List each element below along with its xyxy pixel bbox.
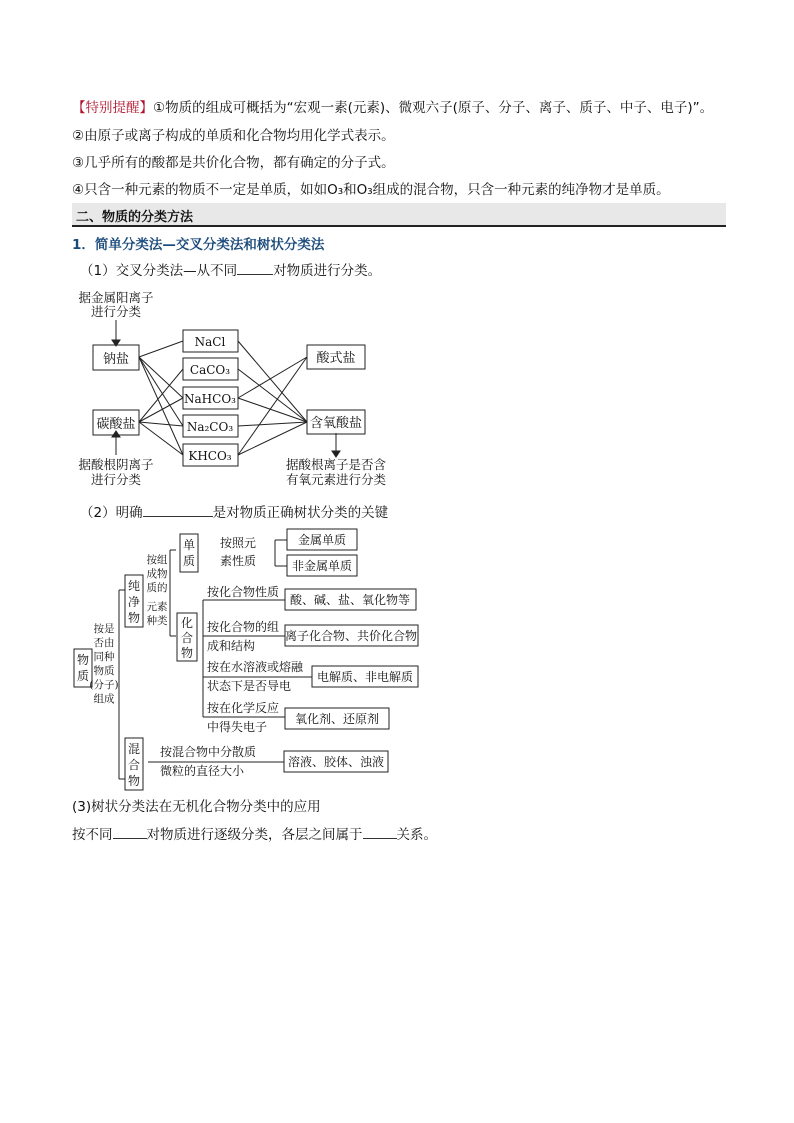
cross-box-caco3: CaCO₃	[189, 363, 231, 377]
tree-comp-note-4a: 按在化学反应	[207, 701, 280, 715]
cross-box-carbonate: 碳酸盐	[96, 417, 136, 432]
cross-box-nacl: NaCl	[194, 335, 226, 349]
tree-pure-note-0: 按组	[146, 554, 168, 566]
section-title: 二、物质的分类方法	[76, 210, 194, 225]
tree-elemental-char-1: 单	[182, 538, 196, 552]
tree-mix-note-a: 按混合物中分散质	[160, 745, 257, 759]
tree-comp-note-2b: 成和结构	[207, 639, 256, 653]
tree-compound-char-2: 合	[180, 631, 194, 645]
cross-top-note-1: 据金属阳离子	[78, 290, 154, 305]
cross-bottom-left-2: 进行分类	[90, 472, 142, 487]
tip-text-1: ①物质的组成可概括为“宏观一素(元素)、微观六子(原子、分子、离子、质子、中子、电子)”。	[153, 100, 714, 116]
tree-title-a: （2）明确	[80, 505, 143, 521]
tree-comp-leaf-3: 电解质、非电解质	[316, 670, 414, 684]
cross-box-acid-salt: 酸式盐	[316, 351, 356, 366]
tree-mix-char-3: 物	[127, 774, 141, 788]
tree-mix-char-1: 混	[127, 742, 141, 756]
tree-comp-leaf-2: 离子化合物、共价化合物	[284, 629, 418, 643]
tree-pure-note-4: 种类	[146, 615, 168, 627]
tree-comp-leaf-4: 氧化剂、还原剂	[294, 712, 380, 726]
tree-root-char-1: 物	[76, 653, 90, 667]
cross-box-nahco3: NaHCO₃	[184, 392, 236, 406]
tree-elemental-char-2: 质	[182, 554, 196, 568]
tree-compound-char-3: 物	[180, 646, 194, 660]
cross-bottom-right-2: 有氧元素进行分类	[285, 472, 387, 487]
tree-root-char-2: 质	[76, 669, 90, 683]
tree-elem-note-1: 按照元	[219, 536, 257, 550]
tip-line-2: ②由原子或离子构成的单质和化合物均用化学式表示。	[72, 128, 395, 144]
tree-root-note-5: 组成	[93, 693, 115, 705]
cross-bottom-left-1: 据酸根阴离子	[78, 457, 154, 472]
tree-pure-char-2: 净	[127, 595, 141, 609]
tree-pure-note-2: 质的	[146, 582, 168, 594]
tree-compound-char-1: 化	[180, 616, 194, 630]
tree-mix-leaf: 溶液、胶体、浊液	[287, 755, 385, 769]
tree-comp-note-3a: 按在水溶液或熔融	[207, 660, 304, 674]
tree-pure-note-1: 成物	[146, 568, 168, 580]
tree-elem-note-2: 素性质	[219, 554, 257, 568]
tree-comp-note-3b: 状态下是否导电	[207, 679, 292, 693]
tree-root-note-0: 按是	[93, 623, 115, 635]
app-text-b: 对物质进行逐级分类，各层之间属于	[146, 827, 363, 843]
cross-box-na2co3: Na₂CO₃	[186, 420, 234, 434]
tree-pure-note-3: 元素	[146, 601, 168, 613]
tree-mix-char-2: 合	[127, 758, 141, 772]
cross-bottom-right-1: 据酸根离子是否含	[285, 457, 387, 472]
tree-comp-leaf-1: 酸、碱、盐、氧化物等	[289, 593, 411, 607]
tree-comp-note-1: 按化合物性质	[207, 585, 280, 599]
tree-comp-note-2a: 按化合物的组	[207, 620, 280, 634]
subsection-title: 1．简单分类法—交叉分类法和树状分类法	[72, 237, 325, 253]
cross-title-a: （1）交叉分类法—从不同	[80, 263, 238, 279]
cross-box-sodium-salt: 钠盐	[102, 352, 130, 367]
cross-box-oxyacid-salt: 含氧酸盐	[309, 416, 363, 431]
tree-root-note-3: 物质	[93, 665, 115, 677]
tip-label: 【特别提醒】	[72, 100, 153, 116]
cross-top-note-2: 进行分类	[90, 304, 142, 319]
tree-root-note-1: 否由	[93, 637, 115, 649]
tree-leaf-nonmetal: 非金属单质	[291, 559, 353, 573]
tree-title-b: 是对物质正确树状分类的关键	[212, 505, 389, 521]
app-title: (3)树状分类法在无机化合物分类中的应用	[72, 799, 321, 815]
cross-title-b: 对物质进行分类。	[273, 263, 382, 279]
tree-leaf-metal: 金属单质	[297, 533, 347, 547]
app-text-a: 按不同	[72, 827, 113, 843]
tip-line-3: ③几乎所有的酸都是共价化合物，都有确定的分子式。	[72, 155, 395, 171]
tree-mix-note-b: 微粒的直径大小	[160, 764, 245, 778]
cross-box-khco3: KHCO₃	[188, 449, 232, 463]
tree-pure-char-3: 物	[127, 611, 141, 625]
tree-root-note-4: (分子)	[89, 679, 119, 691]
tree-root-note-2: 同种	[93, 651, 115, 663]
tree-pure-char-1: 纯	[127, 579, 141, 593]
tip-line-4: ④只含一种元素的物质不一定是单质，如如O₃和O₃组成的混合物，只含一种元素的纯净物才是单质。	[72, 182, 670, 198]
app-text-c: 关系。	[396, 827, 437, 843]
tree-comp-note-4b: 中得失电子	[207, 720, 268, 734]
